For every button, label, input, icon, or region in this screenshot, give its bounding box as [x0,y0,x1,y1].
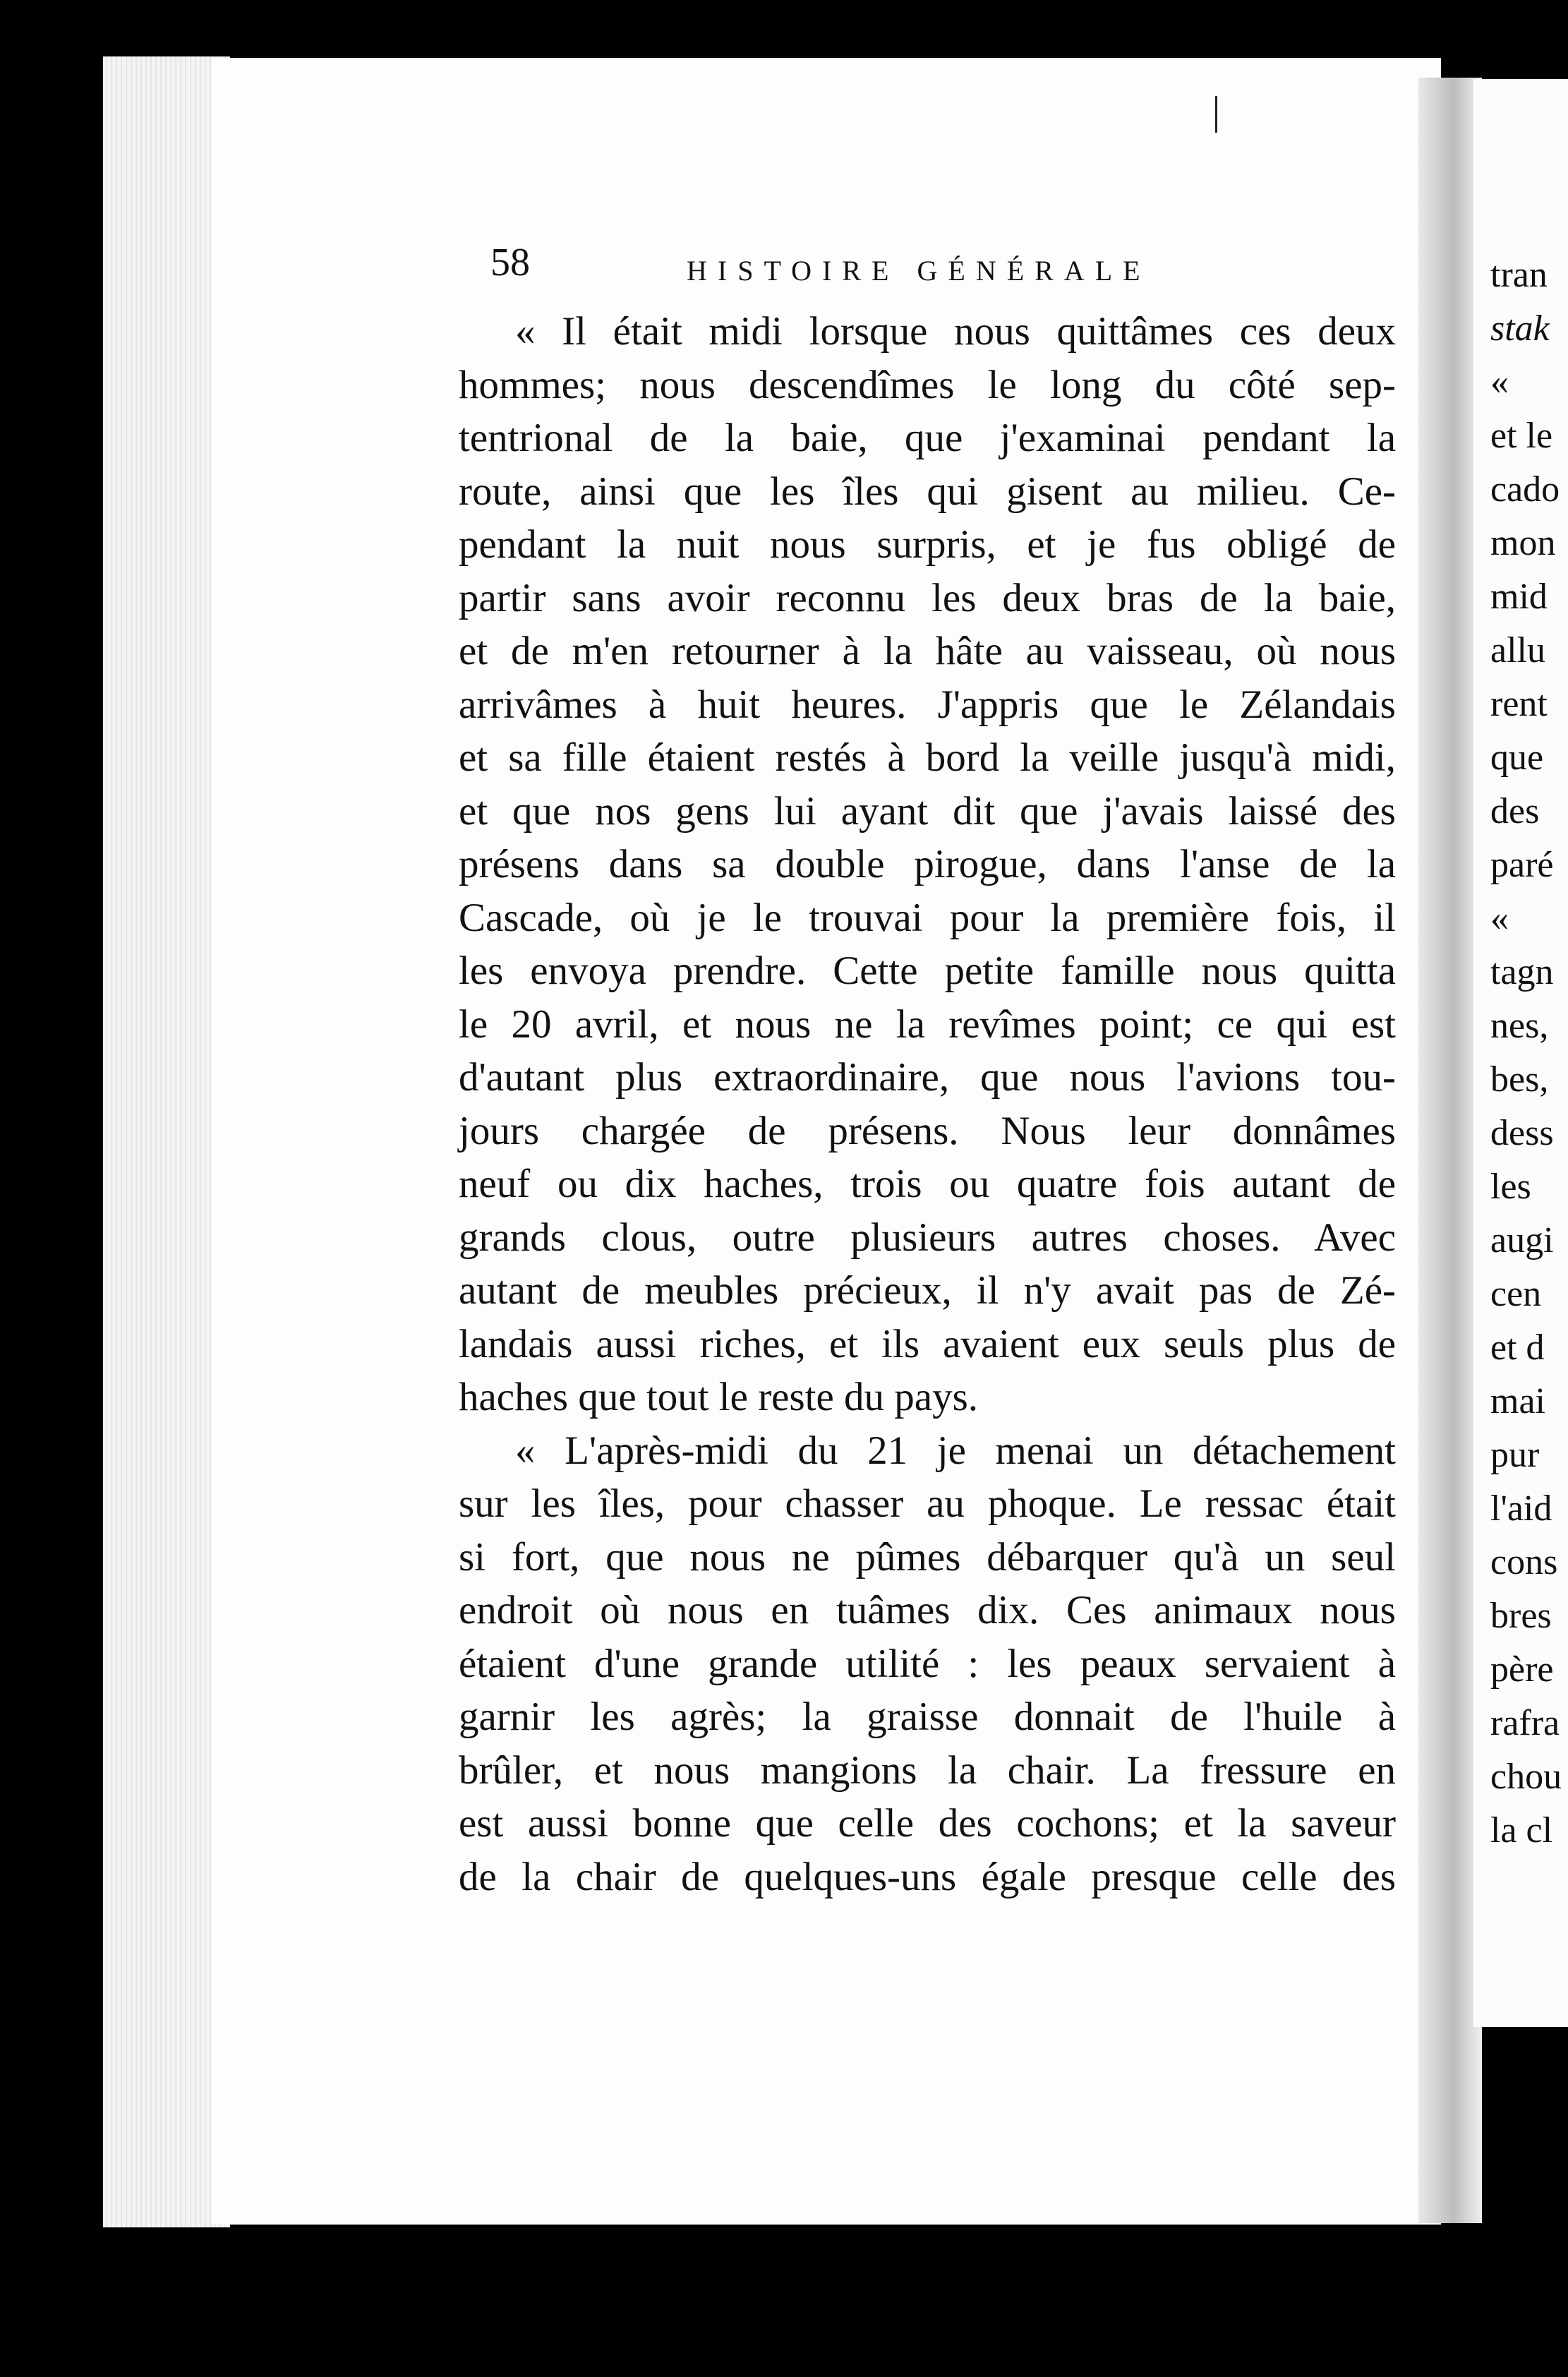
text-line: arrivâmes à huit heures. J'appris que le Zélandais [459,682,1396,727]
facing-page-fragment: rafra [1490,1703,1560,1743]
facing-page-fragment: paré [1490,845,1554,885]
page-edge-stack [103,56,230,2227]
text-line: le 20 avril, et nous ne la revîmes point; ce qui est [459,1001,1396,1047]
text-line: brûler, et nous mangions la chair. La fressure en [459,1747,1396,1793]
text-line: et sa fille étaient restés à bord la veille jusqu'à midi, [459,735,1396,780]
text-line: si fort, que nous ne pûmes débarquer qu'à un seul [459,1534,1396,1579]
facing-page-fragment: allu [1490,630,1545,670]
facing-page-fragment: augi [1490,1220,1554,1260]
text-line: grands clous, outre plusieurs autres choses. Avec [459,1215,1396,1260]
facing-page-fragment: père [1490,1649,1554,1690]
facing-page-fragment: des [1490,791,1540,831]
facing-page [1473,79,1568,2027]
body-text [459,305,1396,1903]
text-line: étaient d'une grande utilité : les peaux servaient à [459,1641,1396,1686]
facing-page-fragment: tagn [1490,952,1554,992]
text-line: garnir les agrès; la graisse donnait de l'huile à [459,1695,1396,1739]
facing-page-fragment: tran [1490,255,1548,295]
text-line: Cascade, où je le trouvai pour la première fois, il [459,895,1396,940]
facing-page-fragment: mid [1490,577,1548,617]
text-line: hommes; nous descendîmes le long du côté sep- [459,362,1396,407]
gutter-shadow [1418,78,1482,2223]
facing-page-fragment: la cl [1490,1810,1553,1851]
text-line: présens dans sa double pirogue, dans l'anse de la [459,842,1396,886]
facing-page-fragment: les [1490,1167,1531,1207]
text-line: les envoya prendre. Cette petite famille nous quitta [459,949,1396,993]
facing-page-fragment: que [1490,738,1544,778]
text-line: et que nos gens lui ayant dit que j'avais laissé des [459,788,1396,834]
facing-page-fragment: bes, [1490,1059,1549,1100]
facing-page-fragment: stak [1490,308,1550,349]
facing-page-fragment: « [1490,898,1509,939]
facing-page-fragment: cons [1490,1542,1558,1582]
text-line: landais aussi riches, et ils avaient eux seuls plus de [459,1321,1396,1366]
text-line: jours chargée de présens. Nous leur donnâmes [459,1108,1396,1153]
text-line: partir sans avoir reconnu les deux bras de la baie, [459,575,1396,620]
text-line: endroit où nous en tuâmes dix. Ces animaux nous [459,1588,1396,1632]
text-line: sur les îles, pour chasser au phoque. Le ressac était [459,1481,1396,1526]
text-line: haches que tout le reste du pays. [459,1375,979,1419]
text-line: autant de meubles précieux, il n'y avait pas de Zé- [459,1268,1396,1313]
facing-page-fragment: rent [1490,684,1548,724]
text-line: route, ainsi que les îles qui gisent au milieu. Ce- [459,469,1396,514]
text-line: pendant la nuit nous surpris, et je fus obligé de [459,522,1396,567]
running-title: HISTOIRE GÉNÉRALE [687,255,1151,287]
facing-page-fragment: pur [1490,1435,1540,1475]
text-line: tentrional de la baie, que j'examinai pendant la [459,416,1396,460]
facing-page-fragment: et le [1490,416,1553,456]
text-line: est aussi bonne que celle des cochons; et la saveur [459,1801,1396,1846]
facing-page-fragment: bres [1490,1596,1552,1636]
text-line: « L'après-midi du 21 je menai un détachement [515,1428,1396,1473]
facing-page-fragment: et d [1490,1328,1545,1368]
facing-page-fragment: mai [1490,1381,1545,1421]
facing-page-fragment: mon [1490,523,1556,563]
facing-page-fragment: chou [1490,1757,1562,1797]
page-number: 58 [490,241,530,284]
text-line: et de m'en retourner à la hâte au vaisseau, où nous [459,629,1396,673]
facing-page-fragment: « [1490,362,1509,402]
text-line: d'autant plus extraordinaire, que nous l'avions tou- [459,1055,1396,1100]
facing-page-fragment: nes, [1490,1006,1549,1046]
facing-page-fragment: cado [1490,469,1560,510]
margin-mark [1215,96,1217,133]
facing-page-fragment: dess [1490,1113,1554,1153]
facing-page-fragment: l'aid [1490,1488,1552,1529]
facing-page-fragment: cen [1490,1274,1542,1314]
text-line: de la chair de quelques-uns égale presque celle des [459,1854,1396,1899]
text-line: neuf ou dix haches, trois ou quatre fois autant de [459,1162,1396,1206]
text-line: « Il était midi lorsque nous quittâmes ces deux [515,309,1396,354]
page-header [490,240,1408,289]
